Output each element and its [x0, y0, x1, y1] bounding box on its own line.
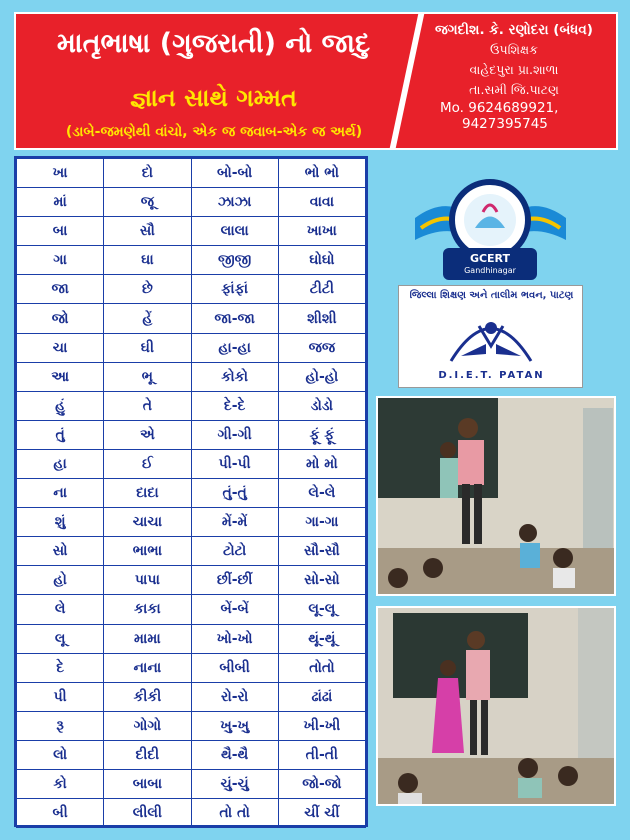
word-cell: ચાચા	[104, 508, 191, 537]
word-cell: વાવા	[278, 188, 365, 217]
table-row	[17, 188, 366, 217]
word-cell: પી-પી	[191, 449, 278, 478]
word-cell: સૌ-સૌ	[278, 537, 365, 566]
table-row	[17, 566, 366, 595]
word-cell: આ	[17, 362, 104, 391]
word-cell: હો-હો	[278, 362, 365, 391]
table-row	[17, 275, 366, 304]
word-cell: ફૂં ફૂં	[278, 420, 365, 449]
word-cell: મો મો	[278, 449, 365, 478]
table-row	[17, 420, 366, 449]
word-cell: હું	[17, 391, 104, 420]
diet-name: D.I.E.T. PATAN	[438, 370, 545, 381]
classroom-photo-2-image	[378, 608, 614, 804]
word-cell: સૌ	[104, 217, 191, 246]
table-row	[17, 449, 366, 478]
diet-emblem-icon	[441, 306, 541, 366]
table-row	[17, 159, 366, 188]
header-banner	[14, 12, 618, 150]
banner-title-area	[16, 14, 411, 148]
word-cell: કાકા	[104, 595, 191, 624]
word-cell: ઢાંઢાં	[278, 682, 365, 711]
table-row	[17, 508, 366, 537]
instruction-text: (ડાબે-જમણેથી વાંચો, એક જ જવાબ-એક જ અર્થ)	[65, 124, 363, 140]
word-cell: લીલી	[104, 799, 191, 828]
word-cell: દાદા	[104, 479, 191, 508]
diet-title: જિલ્લા શિક્ષણ અને તાલીમ ભવન, પાટણ	[409, 290, 574, 301]
table-row	[17, 217, 366, 246]
word-cell: જૂ	[104, 188, 191, 217]
table-row	[17, 391, 366, 420]
word-cell: પી	[17, 682, 104, 711]
word-cell: જજ	[278, 333, 365, 362]
table-row	[17, 682, 366, 711]
word-cell: ભૂ	[104, 362, 191, 391]
word-cell: ખુ-ખુ	[191, 711, 278, 740]
word-cell: લો	[17, 740, 104, 769]
word-cell: લે-લે	[278, 479, 365, 508]
table-row	[17, 362, 366, 391]
word-cell: ચું-ચું	[191, 769, 278, 798]
word-cell: ઈ	[104, 449, 191, 478]
word-table	[16, 158, 366, 828]
author-phone-2: 9427395745	[462, 116, 548, 132]
word-cell: મેં-મેં	[191, 508, 278, 537]
word-cell: ચીં ચીં	[278, 799, 365, 828]
word-cell: જા-જા	[191, 304, 278, 333]
word-cell: તે	[104, 391, 191, 420]
classroom-photo-2	[376, 606, 616, 806]
word-cell: મામા	[104, 624, 191, 653]
word-cell: બી	[17, 799, 104, 828]
word-cell: ખી-ખી	[278, 711, 365, 740]
table-row	[17, 799, 366, 828]
word-cell: બીબી	[191, 653, 278, 682]
word-cell: હા-હા	[191, 333, 278, 362]
word-cell: ગી-ગી	[191, 420, 278, 449]
table-row	[17, 711, 366, 740]
word-cell: ટોટો	[191, 537, 278, 566]
classroom-photo-1-image	[378, 398, 614, 594]
word-cell: રૂ	[17, 711, 104, 740]
word-cell: શીશી	[278, 304, 365, 333]
word-cell: બા	[17, 217, 104, 246]
word-cell: થૂં-થૂં	[278, 624, 365, 653]
word-cell: તી-તી	[278, 740, 365, 769]
word-cell: લે	[17, 595, 104, 624]
gcert-sublabel: Gandhinagar	[464, 266, 516, 275]
word-cell: ઝાઝા	[191, 188, 278, 217]
word-cell: ટીટી	[278, 275, 365, 304]
table-row	[17, 479, 366, 508]
author-info	[414, 20, 614, 132]
word-cell: લૂ-લૂ	[278, 595, 365, 624]
word-cell: રો-રો	[191, 682, 278, 711]
word-cell: તોતો	[278, 653, 365, 682]
author-taluka: તા.સમી જિ.પાટણ	[469, 82, 559, 97]
word-cell: સો-સો	[278, 566, 365, 595]
word-cell: કીકી	[104, 682, 191, 711]
word-cell: સો	[17, 537, 104, 566]
word-cell: ખાખા	[278, 217, 365, 246]
classroom-photo-1	[376, 396, 616, 596]
word-cell: બેં-બેં	[191, 595, 278, 624]
word-cell: છીં-છીં	[191, 566, 278, 595]
word-cell: જો	[17, 304, 104, 333]
table-row	[17, 595, 366, 624]
table-row	[17, 304, 366, 333]
word-cell: જીજી	[191, 246, 278, 275]
table-row	[17, 537, 366, 566]
word-cell: ભો ભો	[278, 159, 365, 188]
word-cell: હેં	[104, 304, 191, 333]
word-cell: ચા	[17, 333, 104, 362]
word-cell: છે	[104, 275, 191, 304]
table-row	[17, 740, 366, 769]
word-cell: લાલા	[191, 217, 278, 246]
word-cell: હો	[17, 566, 104, 595]
word-cell: ગા	[17, 246, 104, 275]
diet-logo	[398, 285, 583, 388]
word-cell: ગા-ગા	[278, 508, 365, 537]
word-cell: ઘી	[104, 333, 191, 362]
word-cell: ભાભા	[104, 537, 191, 566]
word-cell: ડોડો	[278, 391, 365, 420]
table-row	[17, 333, 366, 362]
author-school: વાહેદપુરા પ્રા.શાળા	[469, 62, 559, 77]
word-cell: દીદી	[104, 740, 191, 769]
word-cell: ઘોઘો	[278, 246, 365, 275]
word-cell: એ	[104, 420, 191, 449]
word-cell: કોકો	[191, 362, 278, 391]
author-name: જગદીશ. કે. રણોદરા (બંધવ)	[435, 22, 593, 38]
word-cell: થૈ-થૈ	[191, 740, 278, 769]
author-role: ઉપશિક્ષક	[490, 42, 538, 57]
author-phone-1: Mo. 9624689921,	[440, 100, 559, 116]
word-cell: દે-દે	[191, 391, 278, 420]
word-cell: ફાંફાં	[191, 275, 278, 304]
word-cell: બાબા	[104, 769, 191, 798]
word-grid	[14, 156, 368, 827]
page-subtitle: જ્ઞાન સાથે ગમ્મત	[130, 84, 297, 112]
word-cell: શું	[17, 508, 104, 537]
word-cell: માં	[17, 188, 104, 217]
table-row	[17, 653, 366, 682]
word-cell: લૂ	[17, 624, 104, 653]
word-cell: ખા	[17, 159, 104, 188]
word-cell: જા	[17, 275, 104, 304]
table-row	[17, 769, 366, 798]
word-cell: કો	[17, 769, 104, 798]
word-cell: હા	[17, 449, 104, 478]
word-cell: તું	[17, 420, 104, 449]
word-cell: તું-તું	[191, 479, 278, 508]
table-row	[17, 624, 366, 653]
word-cell: દે	[17, 653, 104, 682]
word-cell: ઘા	[104, 246, 191, 275]
word-cell: પાપા	[104, 566, 191, 595]
word-cell: ખો-ખો	[191, 624, 278, 653]
word-cell: ગોગો	[104, 711, 191, 740]
table-row	[17, 246, 366, 275]
word-cell: નાના	[104, 653, 191, 682]
word-cell: બો-બો	[191, 159, 278, 188]
page-title: માતૃભાષા (ગુજરાતી) નો જાદુ	[56, 28, 371, 59]
word-cell: દો	[104, 159, 191, 188]
word-cell: તો તો	[191, 799, 278, 828]
word-cell: જો-જો	[278, 769, 365, 798]
gcert-label: GCERT	[469, 252, 511, 265]
word-cell: ના	[17, 479, 104, 508]
